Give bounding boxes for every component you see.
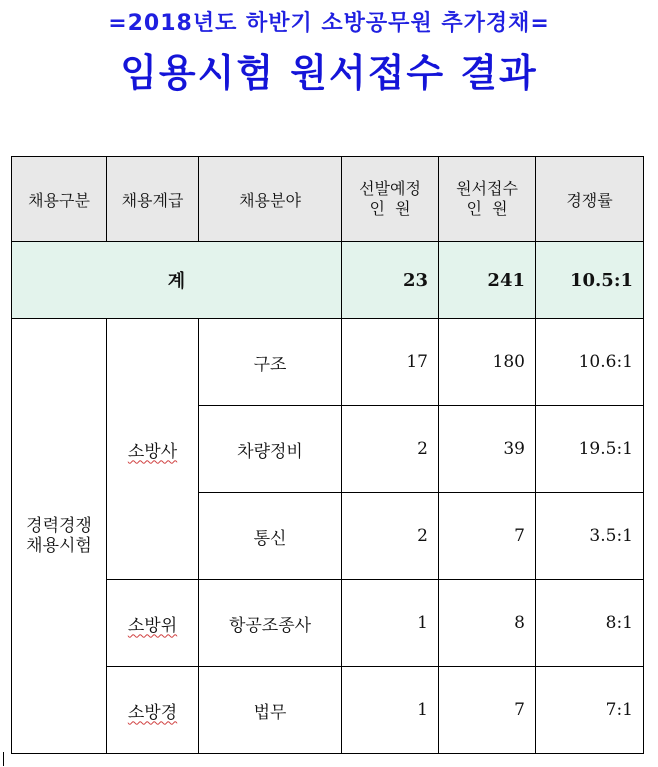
applied-cell: 180	[439, 319, 536, 406]
rank-cell	[107, 667, 199, 754]
ratio-cell: 8:1	[536, 580, 644, 667]
ratio-cell: 10.6:1	[536, 319, 644, 406]
rank-label: 소방사	[127, 441, 178, 462]
header-planned	[342, 157, 439, 242]
page-edge-mark	[3, 752, 4, 766]
rank-label: 소방위	[127, 615, 178, 636]
header-applied	[439, 157, 536, 242]
applied-cell: 8	[439, 580, 536, 667]
table-row	[12, 667, 644, 754]
header-rank: 채용계급	[107, 157, 199, 242]
planned-cell: 2	[342, 406, 439, 493]
header-category: 채용구분	[12, 157, 107, 242]
ratio-cell: 3.5:1	[536, 493, 644, 580]
planned-cell: 17	[342, 319, 439, 406]
title-line-2: 임용시험 원서접수 결과	[120, 51, 538, 95]
header-applied-line1: 원서접수	[456, 179, 518, 198]
header-field: 채용분야	[199, 157, 342, 242]
table-row	[12, 580, 644, 667]
total-row	[12, 242, 644, 319]
field-cell: 항공조종사	[199, 580, 342, 667]
total-label: 계	[12, 242, 342, 319]
results-table	[11, 156, 644, 754]
field-cell: 통신	[199, 493, 342, 580]
total-ratio: 10.5:1	[536, 242, 644, 319]
ratio-cell: 7:1	[536, 667, 644, 754]
planned-cell: 1	[342, 667, 439, 754]
rank-label: 소방경	[127, 702, 178, 723]
category-label-line2: 채용시험	[26, 536, 92, 556]
category-label-line1: 경력경쟁	[26, 516, 92, 536]
applied-cell: 39	[439, 406, 536, 493]
total-applied: 241	[439, 242, 536, 319]
table-row	[12, 319, 644, 406]
applied-cell: 7	[439, 493, 536, 580]
header-ratio: 경쟁률	[536, 157, 644, 242]
planned-cell: 2	[342, 493, 439, 580]
planned-cell: 1	[342, 580, 439, 667]
ratio-cell: 19.5:1	[536, 406, 644, 493]
total-planned: 23	[342, 242, 439, 319]
header-planned-line2: 인 원	[369, 199, 411, 218]
header-applied-line2: 인 원	[466, 199, 508, 218]
category-cell	[12, 319, 107, 754]
rank-cell	[107, 319, 199, 580]
header-row	[12, 157, 644, 242]
field-cell: 구조	[199, 319, 342, 406]
field-cell: 차량정비	[199, 406, 342, 493]
title-line-1: =2018년도 하반기 소방공무원 추가경채=	[108, 11, 550, 36]
field-cell: 법무	[199, 667, 342, 754]
header-planned-line1: 선발예정	[359, 179, 421, 198]
applied-cell: 7	[439, 667, 536, 754]
rank-cell	[107, 580, 199, 667]
